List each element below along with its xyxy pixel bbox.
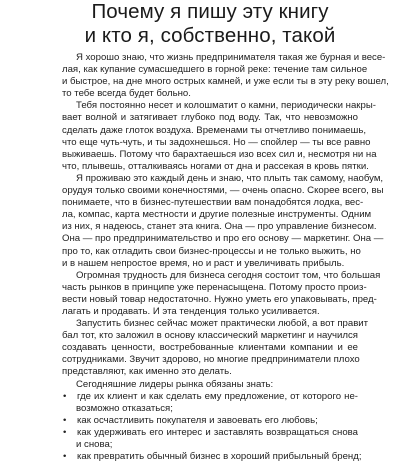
- list-item: [62, 427, 358, 439]
- text-line: лагать и продавать. И эта тенденция только усиливается.: [62, 305, 320, 317]
- text-line: вести новый товар недостаточно. Нужно уметь его упаковывать, пред-: [62, 293, 377, 305]
- text-line: то тебе всегда будет больно.: [62, 88, 191, 100]
- list-item-text: где их клиент и как сделать ему предложение, от которого не-: [77, 390, 358, 402]
- text-line: про то, как отладить свои бизнес-процессы и не только выжить, но: [62, 245, 361, 257]
- text-line: понимаете, что в бизнес-путешествии вам понадобятся лодка, вес-: [62, 197, 364, 209]
- list-item-text: как удерживать его интерес и заставлять возвращаться снова: [77, 426, 358, 438]
- bullet-icon: •: [63, 414, 67, 426]
- text-line: Я хорошо знаю, что жизнь предпринимателя такая же бурная и весе-: [76, 52, 386, 63]
- text-line: Тебя постоянно несет и колошматит о камни, периодически накры-: [76, 100, 376, 112]
- text-line: и в нашем непростое время, но и раст и увеличивать прибыль.: [62, 257, 345, 269]
- list-item: [62, 415, 358, 427]
- list-item: [62, 451, 362, 463]
- text-line: бал тот, кто заложил в основу классический маркетинг и научился: [62, 330, 358, 342]
- text-line: орудуя только своими конечностями, — очень опасно. Скорее всего, вы: [62, 185, 384, 197]
- list-item-text: как осчастливить покупателя и завоевать его любовь;: [77, 414, 318, 426]
- text-line: Я проживаю это каждый день и знаю, что плыть так самому, наобум,: [76, 172, 384, 184]
- text-line: и быстрое, на дне много острых камней, и уже если ты в эту реку вошел,: [62, 76, 389, 88]
- text-line: сделать даже глоток воздуха. Временами ты отчетливо понимаешь,: [62, 124, 366, 136]
- list-item-continuation: и снова;: [76, 439, 113, 450]
- bullet-icon: •: [63, 451, 67, 463]
- text-line: ла, компас, карта местности и другие полезные инструменты. Одним: [62, 209, 372, 221]
- text-line: из них, я надеюсь, станет эта книга. Она — про управление бизнесом.: [62, 221, 377, 233]
- text-line: часть рынков в принципе уже перенасыщена. Потому просто произ-: [62, 281, 367, 293]
- text-line: вает волной и затягивает глубоко под воду. Так, что невозможно: [62, 112, 358, 124]
- text-line: лая, как купание сумасшедшего в горной реке: течение там сильное: [62, 64, 368, 76]
- text-line: что, плывешь, отталкиваясь ногами от дна и рассекая в кровь пятки.: [62, 160, 369, 172]
- chapter-title-line-1: Почему я пишу эту книгу: [91, 0, 329, 23]
- text-line: создавать ценности, востребованные клиентами компании и ее: [62, 342, 358, 354]
- list-item-text: как превратить обычный бизнес в хороший прибыльный бренд;: [77, 451, 362, 463]
- chapter-body: [62, 52, 389, 463]
- text-line: Она — про предпринимательство и про его основу — маркетинг. Она —: [62, 233, 384, 245]
- text-line: что еще чуть-чуть, и ты задохнешься. Но — спойлер — ты все равно: [62, 136, 371, 148]
- bullet-icon: •: [63, 390, 67, 402]
- chapter-title-line-2: и кто я, собственно, такой: [84, 24, 336, 47]
- list-item: [62, 391, 358, 403]
- list-intro: Сегодняшние лидеры рынка обязаны знать:: [76, 378, 274, 390]
- text-line: выживаешь. Потому что барахтаешься изо всех сил и, несмотря ни на: [62, 148, 377, 160]
- text-line: сотрудниками. Звучит здорово, но многие предприниматели плохо: [62, 354, 360, 366]
- text-line: представляют, как именно это делать.: [62, 366, 232, 378]
- text-line: Запустить бизнес сейчас может практически любой, а вот правит: [76, 318, 369, 330]
- bullet-icon: •: [63, 426, 67, 438]
- list-item-continuation: возможно отказаться;: [76, 402, 173, 414]
- text-line: Огромная трудность для бизнеса сегодня состоит том, что большая: [76, 269, 381, 281]
